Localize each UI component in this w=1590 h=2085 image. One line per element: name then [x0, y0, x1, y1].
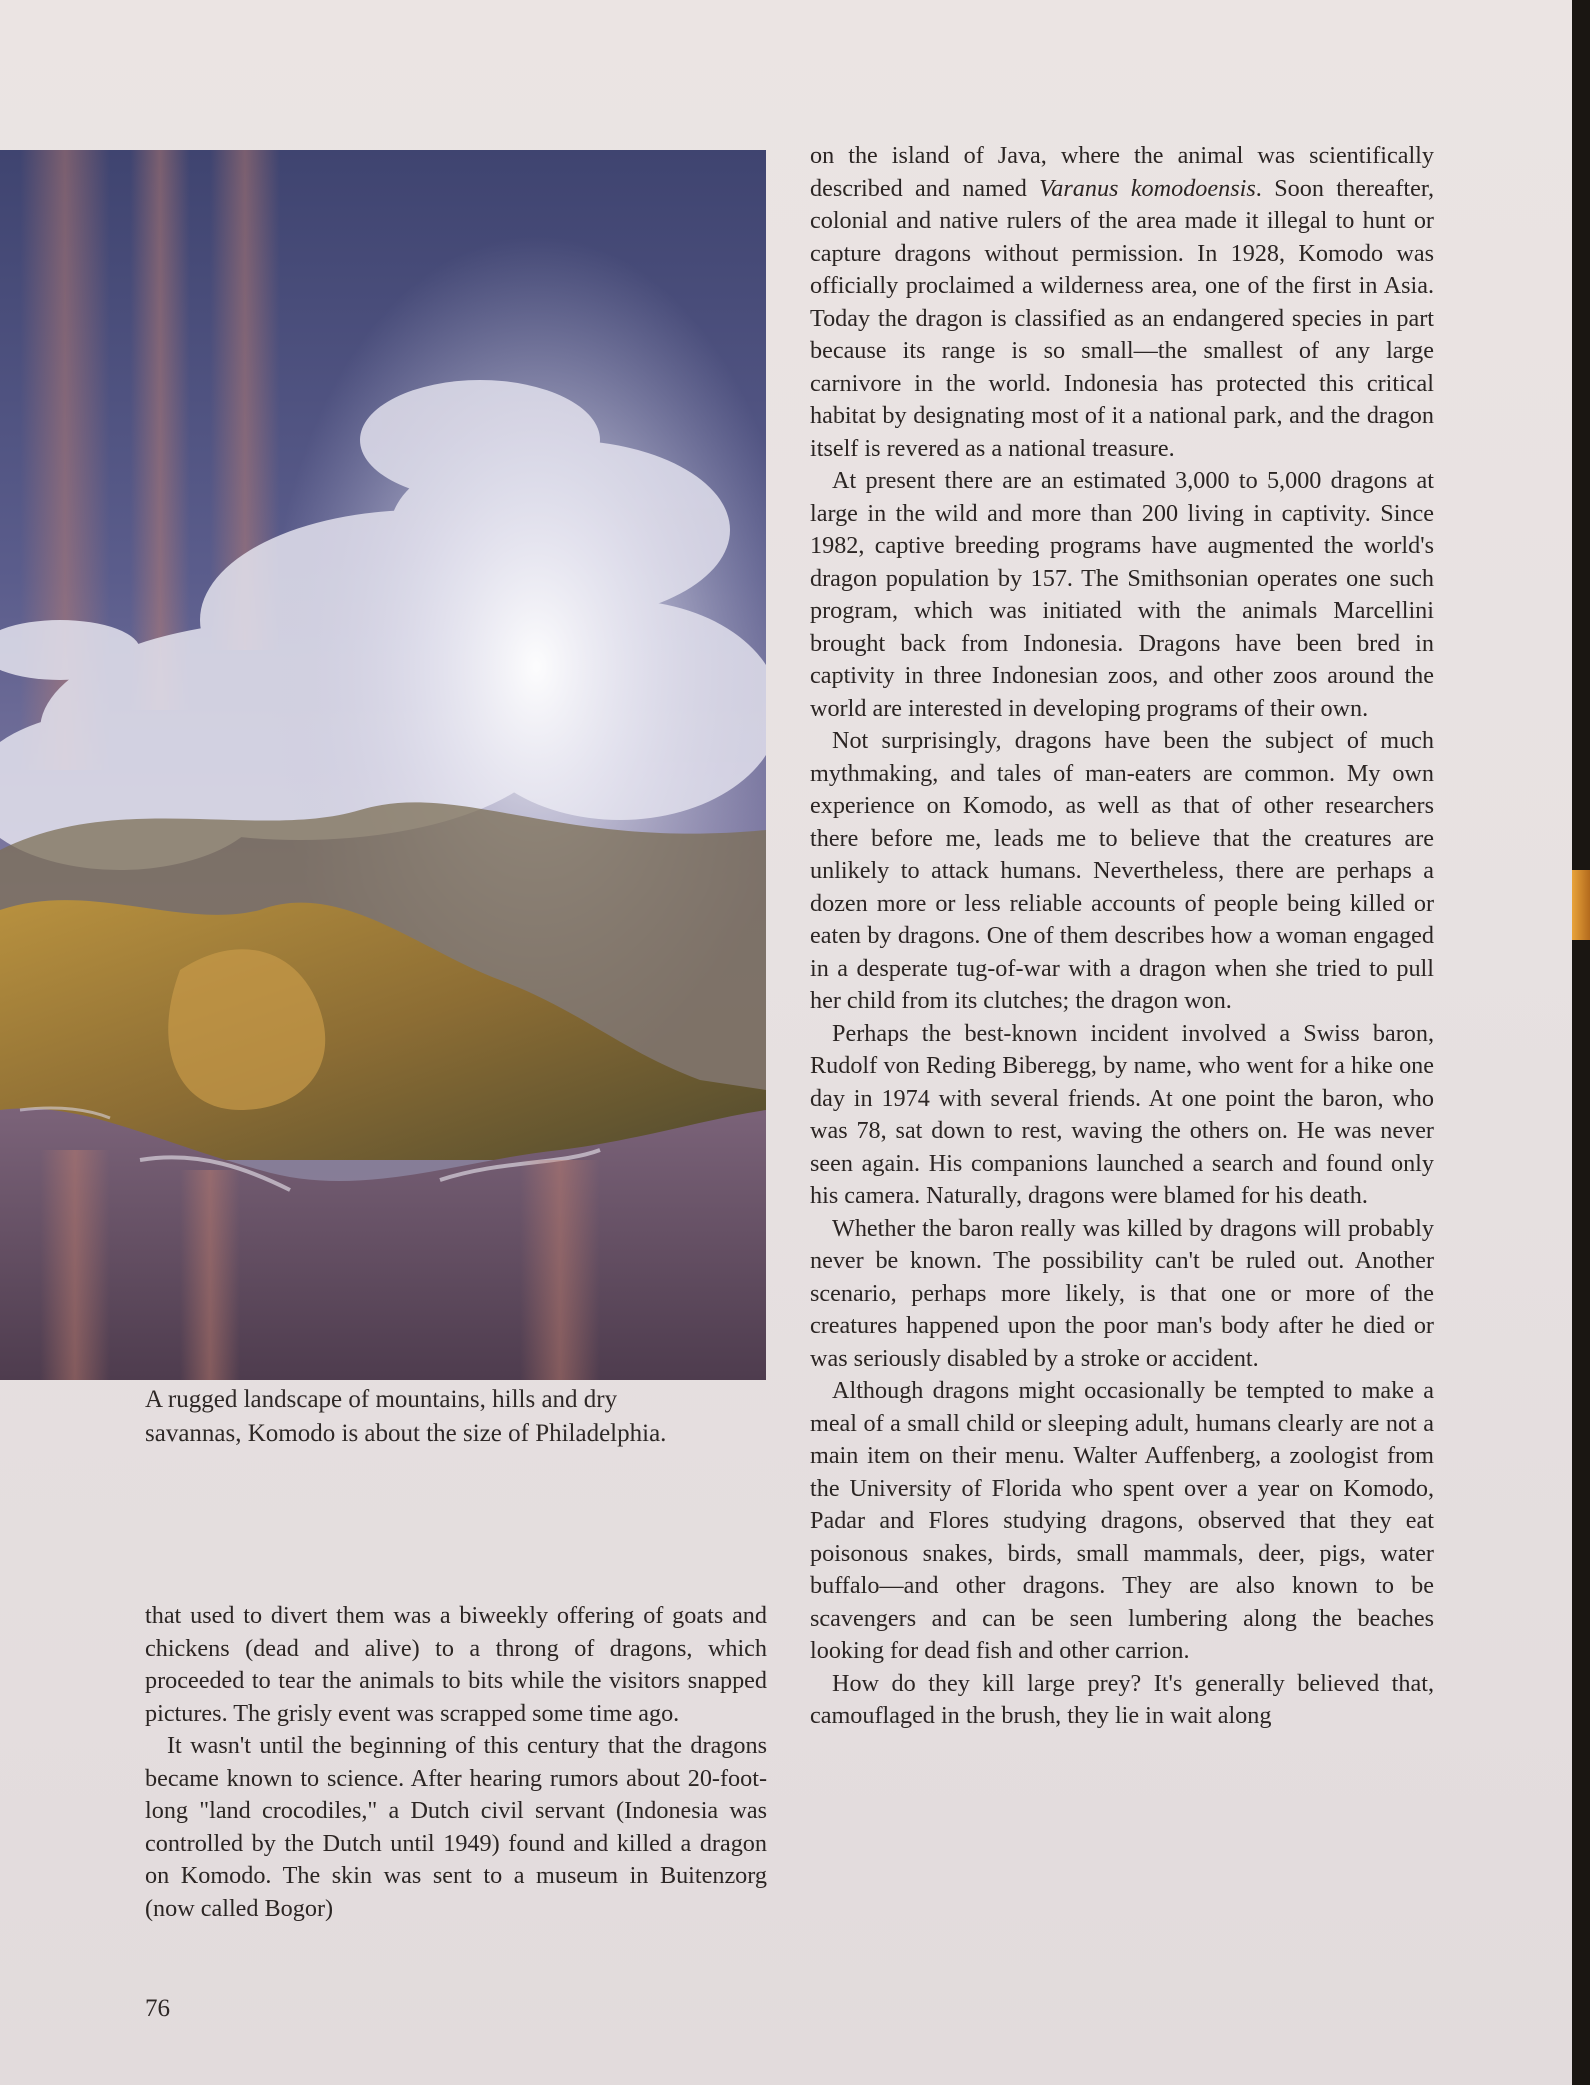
paragraph: Perhaps the best-known incident involved a Swiss baron, Rudolf von Reding Biberegg, by name, who went for a hike one day in 1974 with several friends. At one point the baron, who was 78, sat down to rest, waving the others on. He was never seen again. His companions launched a search and found only his camera. Naturally, dragons were blamed for his death.: [810, 1019, 1434, 1209]
caption-line-1: A rugged landscape of mountains, hills and dry: [145, 1386, 618, 1413]
paragraph: Not surprisingly, dragons have been the subject of much mythmaking, and tales of man-eaters are common. My own experience on Komodo, as well as that of other researchers there before me, leads me to believe that the creatures are unlikely to attack humans. Nevertheless, there are perhaps a dozen more or less reliable accounts of people being killed or eaten by dragons. One of them describes how a woman engaged in a desperate tug-of-war with a dragon when she tried to pull her child from its clutches; the dragon won.: [810, 727, 1434, 1014]
photo-caption: [145, 1383, 765, 1451]
paragraph: on the island of Java, where the animal was scientifically described and named Varanus komodoensis. Soon thereafter, colonial and native rulers of the area made it illegal to hunt or capture dragons without permission. In 1928, Komodo was officially proclaimed a wilderness area, one of the first in Asia. Today the dragon is classified as an endangered species in part because its range is so small—the smallest of any large carnivore in the world. Indonesia has protected this critical habitat by designating most of it a national park, and the dragon itself is revered as a national treasure.: [810, 142, 1435, 462]
caption-line-2: savannas, Komodo is about the size of Philadelphia.: [145, 1420, 667, 1447]
landscape-illustration: [0, 150, 766, 1380]
right-text-column: [810, 140, 1434, 1733]
paragraph: It wasn't until the beginning of this century that the dragons became known to science. After hearing rumors about 20-foot-long "land crocodiles," a Dutch civil servant (Indonesia was controlled by the Dutch until 1949) found and killed a dragon on Komodo. The skin was sent to a museum in Buitenzorg (now called Bogor): [145, 1732, 767, 1922]
paragraph: that used to divert them was a biweekly offering of goats and chickens (dead and alive) to a throng of dragons, which proceeded to tear the animals to bits while the visitors snapped pictures. The grisly event was scrapped some time ago.: [145, 1602, 767, 1727]
page-number: 76: [145, 1995, 170, 2022]
left-text-column: [145, 1600, 767, 1925]
paragraph: At present there are an estimated 3,000 to 5,000 dragons at large in the wild and more than 200 living in captivity. Since 1982, captive breeding programs have augmented the world's dragon population by 157. The Smithsonian operates one such program, which was initiated with the animals Marcellini brought back from Indonesia. Dragons have been bred in captivity in three Indonesian zoos, and other zoos around the world are interested in developing programs of their own.: [810, 467, 1434, 722]
page-edge-tab: [1572, 870, 1590, 940]
paragraph: Whether the baron really was killed by dragons will probably never be known. The possibility can't be ruled out. Another scenario, perhaps more likely, is that one or more of the creatures happened upon the poor man's body after he died or was seriously disabled by a stroke or accident.: [810, 1214, 1434, 1372]
paragraph: How do they kill large prey? It's generally believed that, camouflaged in the brush, they lie in wait along: [810, 1669, 1434, 1729]
paragraph: Although dragons might occasionally be tempted to make a meal of a small child or sleeping adult, humans clearly are not a main item on their menu. Walter Auffenberg, a zoologist from the University of Florida who spent over a year on Komodo, Padar and Flores studying dragons, observed that they eat poisonous snakes, birds, small mammals, deer, pigs, water buffalo—and other dragons. They are also known to be scavengers and can be seen lumbering along the beaches looking for dead fish and other carrion.: [810, 1377, 1434, 1664]
komodo-landscape-photo: [0, 150, 766, 1380]
